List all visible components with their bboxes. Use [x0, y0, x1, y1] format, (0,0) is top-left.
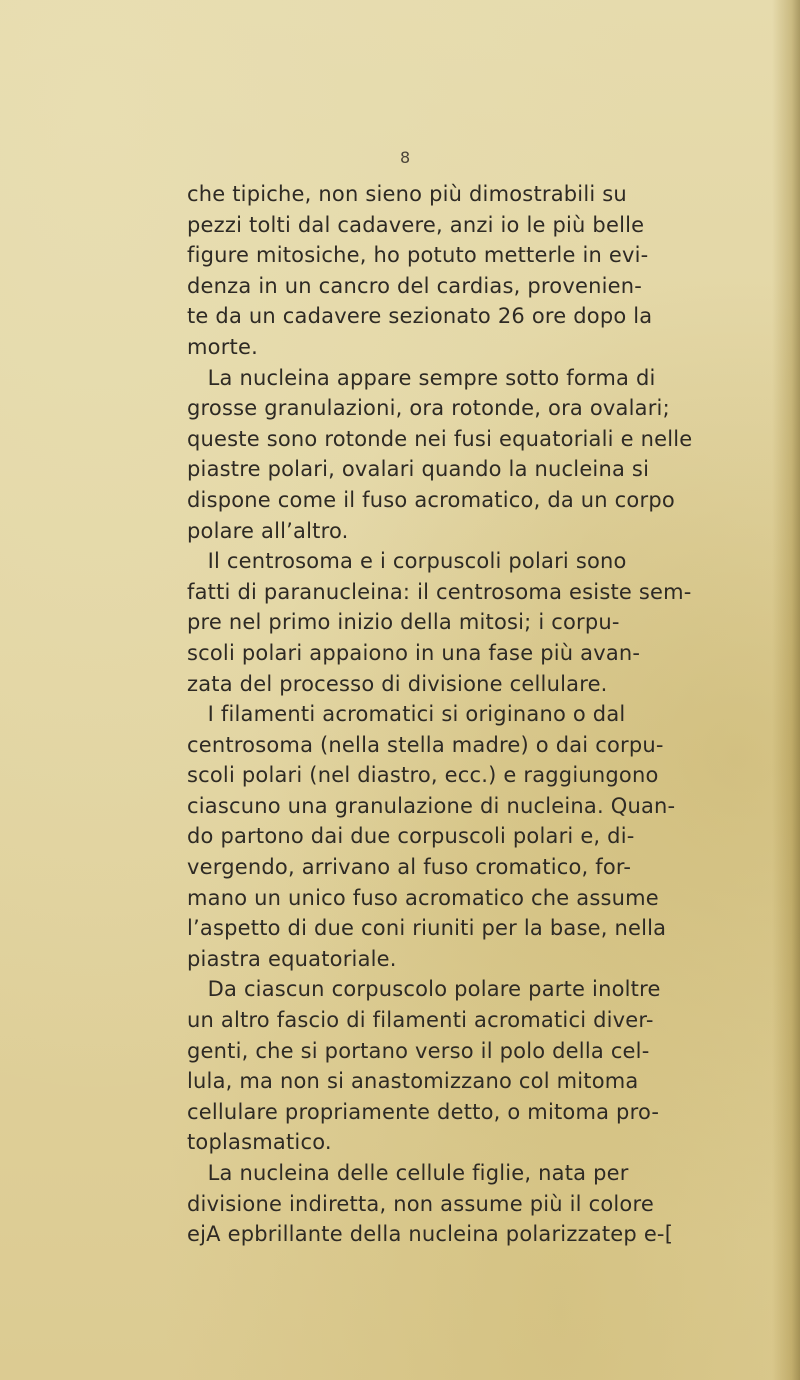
text-line: polare all’altro. [187, 518, 349, 543]
text-line: un altro fascio di filamenti acromatici diver- [187, 1008, 654, 1033]
text-line: centrosoma (nella stella madre) o dai corpu- [187, 732, 664, 757]
text-line: scoli polari appaiono in una fase più avan- [187, 640, 641, 665]
text-line: grosse granulazioni, ora rotonde, ora ovalari; [187, 396, 670, 421]
text-line: genti, che si portano verso il polo della cel- [187, 1038, 650, 1063]
text-line: piastra equatoriale. [187, 946, 397, 971]
text-line: do partono dai due corpuscoli polari e, di- [187, 824, 635, 849]
text-line: scoli polari (nel diastro, ecc.) e raggiungono [187, 763, 659, 788]
text-line: divisione indiretta, non assume più il colore [187, 1191, 654, 1216]
text-line: vergendo, arrivano al fuso cromatico, for- [187, 855, 632, 880]
text-line: La nucleina delle cellule figlie, nata per [187, 1161, 629, 1185]
text-line: ejA epbrillante della nucleina polarizzatep e-[ [187, 1222, 674, 1247]
text-line: pezzi tolti dal cadavere, anzi io le più belle [187, 212, 645, 237]
text-line: figure mitosiche, ho potuto metterle in evi- [187, 243, 649, 268]
body-text [187, 179, 732, 1250]
text-line: lula, ma non si anastomizzano col mitoma [187, 1069, 639, 1094]
text-line: dispone come il fuso acromatico, da un corpo [187, 487, 675, 512]
text-line: cellulare propriamente detto, o mitoma pro- [187, 1099, 660, 1124]
text-line: Da ciascun corpuscolo polare parte inoltre [187, 977, 661, 1002]
text-line: Il centrosoma e i corpuscoli polari sono [187, 549, 627, 574]
text-line: piastre polari, ovalari quando la nucleina si [187, 457, 650, 482]
text-line: pre nel primo inizio della mitosi; i corpu- [187, 610, 620, 635]
text-line: te da un cadavere sezionato 26 ore dopo la [187, 304, 653, 329]
text-line: I filamenti acromatici si originano o dal [187, 702, 626, 727]
text-line: che tipiche, non sieno più dimostrabili su [187, 182, 627, 206]
text-line: morte. [187, 334, 258, 359]
text-line: La nucleina appare sempre sotto forma di [187, 365, 656, 390]
page-number: 8 [400, 148, 411, 167]
text-line: toplasmatico. [187, 1130, 332, 1155]
text-line: zata del processo di divisione cellulare. [187, 671, 608, 696]
page-edge-shadow [772, 0, 800, 1380]
text-line: denza in un cancro del cardias, provenien- [187, 273, 643, 298]
text-line: l’aspetto di due coni riuniti per la base, nella [187, 916, 667, 941]
text-line: queste sono rotonde nei fusi equatoriali e nelle [187, 426, 693, 451]
text-line: mano un unico fuso acromatico che assume [187, 885, 659, 910]
text-line: fatti di paranucleina: il centrosoma esiste sem- [187, 579, 692, 604]
text-line: ciascuno una granulazione di nucleina. Quan- [187, 793, 676, 818]
